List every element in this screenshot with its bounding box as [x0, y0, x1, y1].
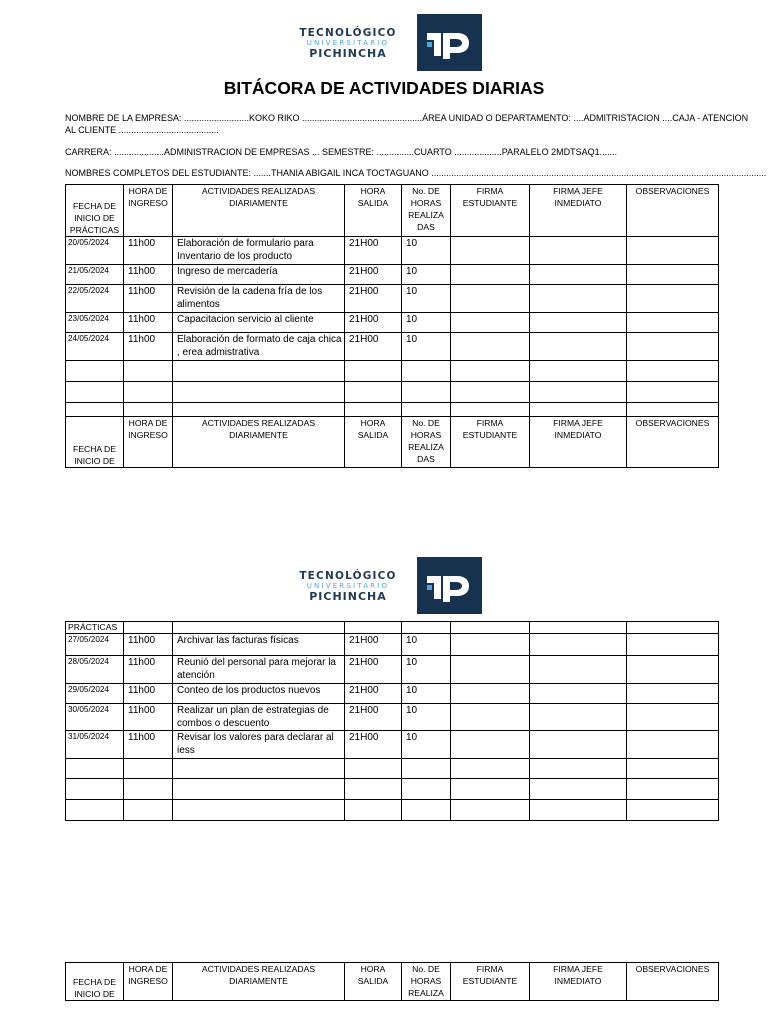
logo-line-3: PICHINCHA [309, 46, 387, 60]
cell-fecha: 27/05/2024 [66, 634, 124, 656]
cell-actividad: Elaboración de formato de caja chica , erea admistrativa [173, 333, 345, 361]
cell-observaciones [627, 634, 719, 656]
cell-observaciones [627, 656, 719, 684]
cell-salida: 21H00 [345, 265, 402, 285]
cell-firma-estudiante [451, 684, 530, 704]
header-fecha: FECHA DE INICIO DE [66, 417, 124, 468]
cell-horas: 10 [402, 704, 451, 731]
cell-fecha: 23/05/2024 [66, 313, 124, 333]
cell-firma-jefe [530, 237, 627, 265]
cell-salida: 21H00 [345, 684, 402, 704]
cell-ingreso: 11h00 [124, 704, 173, 731]
table-row [66, 333, 719, 361]
cell-horas: 10 [402, 237, 451, 265]
header-firma-estudiante: FIRMA ESTUDIANTE [451, 185, 530, 237]
tp-logo-icon [417, 14, 482, 71]
header-ingreso: HORA DE INGRESO [124, 963, 173, 1001]
cell-observaciones [627, 285, 719, 313]
empty-row [66, 361, 719, 382]
cell-observaciones [627, 704, 719, 731]
institution-logo [285, 557, 482, 614]
cell-actividad: Realizar un plan de estrategias de combos o descuento [173, 704, 345, 731]
cell-actividad: Revisión de la cadena fría de los alimentos [173, 285, 345, 313]
cell-fecha: 29/05/2024 [66, 684, 124, 704]
cell-salida: 21H00 [345, 731, 402, 759]
cell-fecha: 30/05/2024 [66, 704, 124, 731]
cell-horas: 10 [402, 731, 451, 759]
cell-firma-jefe [530, 704, 627, 731]
header-firma-jefe: FIRMA JEFE INMEDIATO [530, 417, 627, 468]
table-row [66, 237, 719, 265]
header-horas: No. DE HORAS REALIZA DAS [402, 417, 451, 468]
header-actividades: ACTIVIDADES REALIZADAS DIARIAMENTE [173, 185, 345, 237]
logo-wordmark [285, 571, 411, 602]
cell-firma-jefe [530, 285, 627, 313]
table-row [66, 634, 719, 656]
header-fecha: FECHA DE INICIO DE [66, 963, 124, 1001]
cell-ingreso: 11h00 [124, 656, 173, 684]
header-firma-estudiante: FIRMA ESTUDIANTE [451, 417, 530, 468]
cell-observaciones [627, 237, 719, 265]
cell-salida: 21H00 [345, 656, 402, 684]
header-horas: No. DE HORAS REALIZA [402, 963, 451, 1001]
empty-row [66, 779, 719, 800]
cell-horas: 10 [402, 684, 451, 704]
header-salida: HORA SALIDA [345, 417, 402, 468]
cell-ingreso: 11h00 [124, 731, 173, 759]
cell-salida: 21H00 [345, 333, 402, 361]
cell-fecha: 24/05/2024 [66, 333, 124, 361]
empty-row [66, 800, 719, 821]
cell-observaciones [627, 265, 719, 285]
empty-row [66, 759, 719, 779]
table-row [66, 656, 719, 684]
header-horas: No. DE HORAS REALIZA DAS [402, 185, 451, 237]
header-observaciones: OBSERVACIONES [627, 963, 719, 1001]
cell-salida: 21H00 [345, 634, 402, 656]
cell-actividad: Conteo de los productos nuevos [173, 684, 345, 704]
company-line-cont: AL CLIENTE ........................................ [65, 125, 219, 135]
cell-actividad: Elaboración de formulario para Inventario de los producto [173, 237, 345, 265]
cell-ingreso: 11h00 [124, 333, 173, 361]
cell-ingreso: 11h00 [124, 684, 173, 704]
cell-salida: 21H00 [345, 704, 402, 731]
header-actividades: ACTIVIDADES REALIZADAS DIARIAMENTE [173, 963, 345, 1001]
table-row [66, 285, 719, 313]
cell-horas: 10 [402, 634, 451, 656]
company-line: NOMBRE DE LA EMPRESA: ..........................KOKO RIKO ................................................ÁREA UNIDAD O DEPARTAMENTO: ....ADMITRISTACION ....CAJA - ATENCION [65, 113, 749, 123]
cell-firma-estudiante [451, 285, 530, 313]
cell-actividad: Revisar los valores para declarar al iess [173, 731, 345, 759]
cell-salida: 21H00 [345, 313, 402, 333]
header-ingreso: HORA DE INGRESO [124, 417, 173, 468]
table-header-row [66, 185, 719, 237]
cell-observaciones [627, 731, 719, 759]
cell-firma-estudiante [451, 333, 530, 361]
table-row [66, 265, 719, 285]
cell-horas: 10 [402, 313, 451, 333]
cell-fecha: 28/05/2024 [66, 656, 124, 684]
cell-actividad: Capacitacion servicio al cliente [173, 313, 345, 333]
empty-row [66, 382, 719, 403]
activity-table-week3 [65, 962, 719, 1001]
logo-line-1: TECNOLÓGICO [299, 27, 397, 39]
cell-firma-jefe [530, 333, 627, 361]
cell-firma-estudiante [451, 731, 530, 759]
cell-ingreso: 11h00 [124, 285, 173, 313]
cell-firma-jefe [530, 656, 627, 684]
cell-firma-estudiante [451, 704, 530, 731]
cell-horas: 10 [402, 333, 451, 361]
header-firma-jefe: FIRMA JEFE INMEDIATO [530, 185, 627, 237]
cell-firma-jefe [530, 313, 627, 333]
cell-firma-estudiante [451, 265, 530, 285]
cell-observaciones [627, 684, 719, 704]
cell-ingreso: 11h00 [124, 237, 173, 265]
student-name-line: NOMBRES COMPLETOS DEL ESTUDIANTE: .......THANIA ABIGAIL INCA TOCTAGUANO ...................................................................................................................................... [65, 168, 767, 178]
header-actividades: ACTIVIDADES REALIZADAS DIARIAMENTE [173, 417, 345, 468]
table-row [66, 684, 719, 704]
career-line: CARRERA: ....................ADMINISTRACION DE EMPRESAS ... SEMESTRE: ...............CUARTO ...................PARALELO 2MDTSAQ1....... [65, 147, 618, 157]
activity-table-week2 [65, 621, 719, 821]
header-firma-estudiante: FIRMA ESTUDIANTE [451, 963, 530, 1001]
cell-actividad: Archivar las facturas físicas [173, 634, 345, 656]
cell-fecha: 31/05/2024 [66, 731, 124, 759]
tp-logo-icon [417, 557, 482, 614]
header-fecha: FECHA DE INICIO DE PRÁCTICAS [66, 185, 124, 237]
header-salida: HORA SALIDA [345, 963, 402, 1001]
table-header-row [66, 963, 719, 1001]
cell-horas: 10 [402, 265, 451, 285]
cell-fecha-continued: PRÁCTICAS [66, 622, 124, 634]
page-title: BITÁCORA DE ACTIVIDADES DIARIAS [223, 78, 545, 98]
table-header-row-repeat [66, 417, 719, 468]
cell-salida: 21H00 [345, 237, 402, 265]
cell-firma-jefe [530, 684, 627, 704]
logo-line-1: TECNOLÓGICO [299, 570, 397, 582]
cell-observaciones [627, 333, 719, 361]
cell-firma-estudiante [451, 634, 530, 656]
cell-firma-estudiante [451, 656, 530, 684]
activity-table-week1 [65, 184, 719, 468]
header-ingreso: HORA DE INGRESO [124, 185, 173, 237]
table-row [66, 704, 719, 731]
table-row [66, 313, 719, 333]
continued-header-row [66, 622, 719, 634]
cell-ingreso: 11h00 [124, 313, 173, 333]
empty-row [66, 403, 719, 417]
header-firma-jefe: FIRMA JEFE INMEDIATO [530, 963, 627, 1001]
logo-line-2: UNIVERSITARIO [306, 581, 390, 590]
cell-firma-jefe [530, 731, 627, 759]
header-observaciones: OBSERVACIONES [627, 417, 719, 468]
institution-logo [285, 14, 482, 71]
cell-salida: 21H00 [345, 285, 402, 313]
cell-firma-jefe [530, 634, 627, 656]
logo-wordmark [285, 28, 411, 59]
header-salida: HORA SALIDA [345, 185, 402, 237]
cell-firma-estudiante [451, 313, 530, 333]
cell-horas: 10 [402, 656, 451, 684]
logo-line-2: UNIVERSITARIO [306, 38, 390, 47]
cell-ingreso: 11h00 [124, 634, 173, 656]
header-observaciones: OBSERVACIONES [627, 185, 719, 237]
logo-line-3: PICHINCHA [309, 589, 387, 603]
cell-observaciones [627, 313, 719, 333]
cell-firma-estudiante [451, 237, 530, 265]
cell-horas: 10 [402, 285, 451, 313]
cell-fecha: 22/05/2024 [66, 285, 124, 313]
cell-fecha: 20/05/2024 [66, 237, 124, 265]
cell-ingreso: 11h00 [124, 265, 173, 285]
cell-actividad: Ingreso de mercadería [173, 265, 345, 285]
table-row [66, 731, 719, 759]
cell-firma-jefe [530, 265, 627, 285]
cell-fecha: 21/05/2024 [66, 265, 124, 285]
cell-actividad: Reunió del personal para mejorar la atención [173, 656, 345, 684]
